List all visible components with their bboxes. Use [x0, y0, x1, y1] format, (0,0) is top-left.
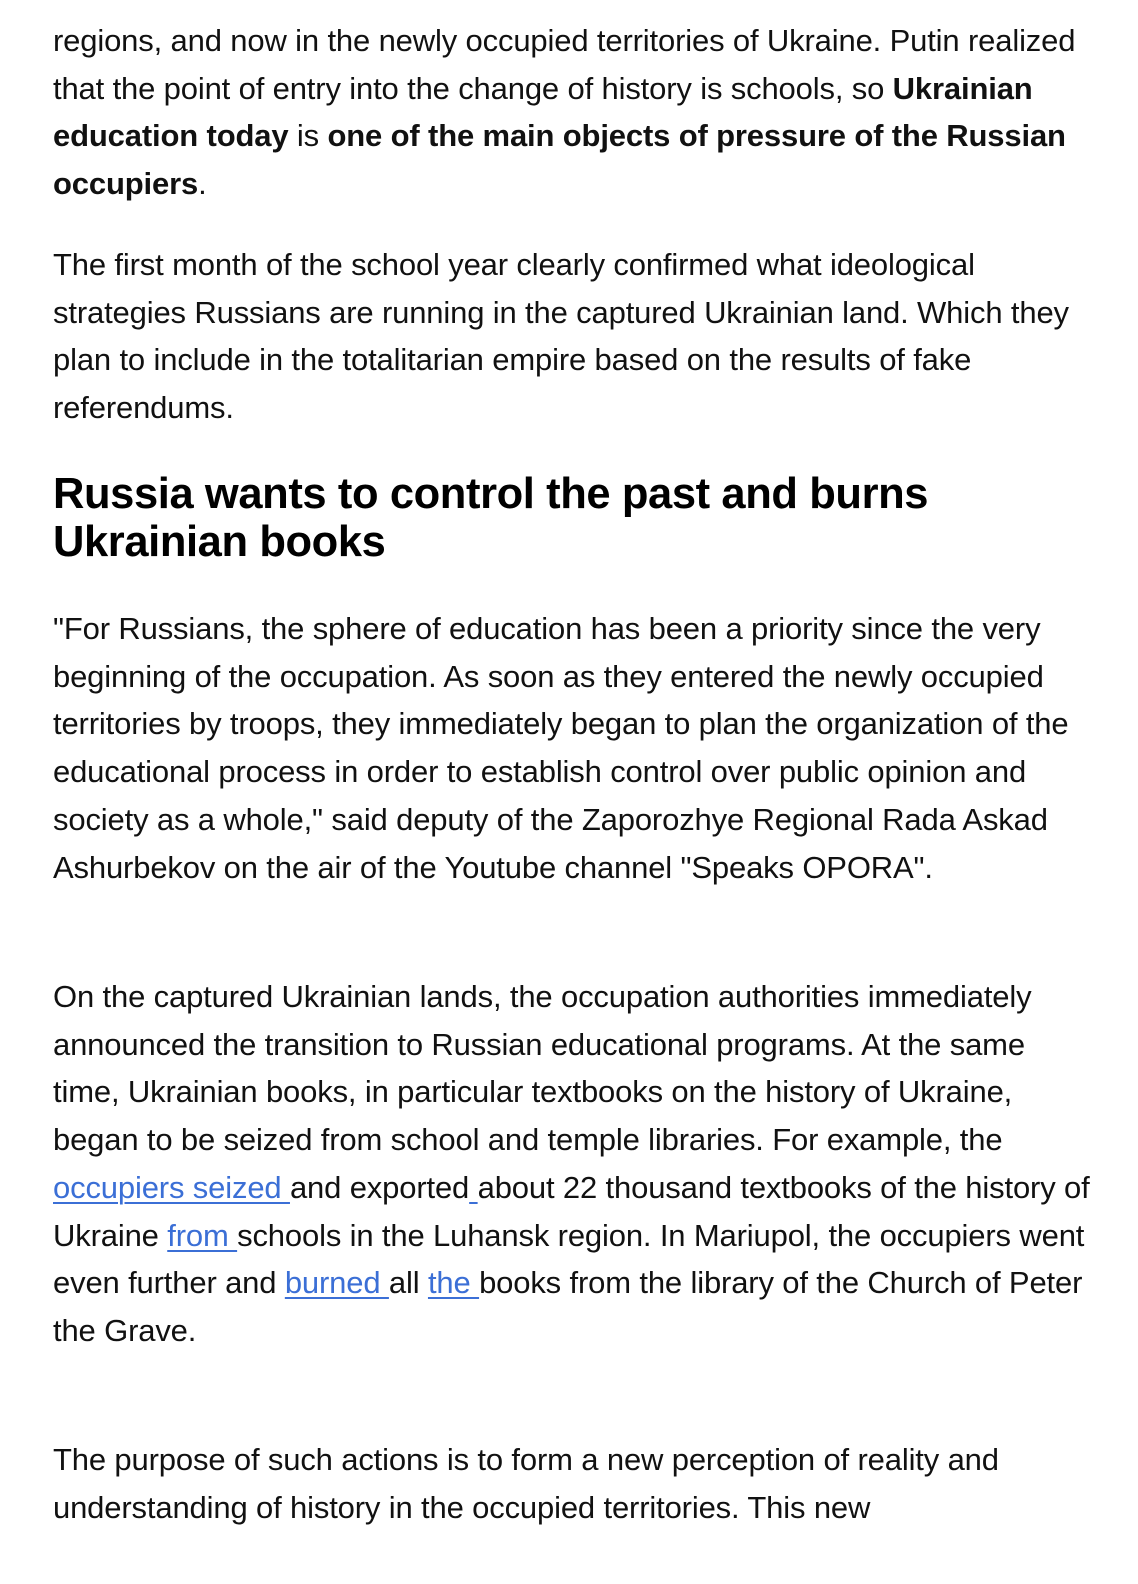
paragraph-school-year: The first month of the school year clearly confirmed what ideological strategies Russians are running in the captured Ukrainian land. Which they plan to include in the totalitarian empire based on the results of fake referendums.	[53, 247, 1069, 426]
link-from[interactable]: from	[167, 1217, 238, 1253]
bold-phrase-pressure: one of the main objects of pressure of the Russian occupiers	[53, 118, 1066, 202]
paragraph-text: .	[198, 166, 207, 202]
paragraph-text: regions, and now in the newly occupied territories of Ukraine. Putin realized that the point of entry into the change of history is schools, so	[53, 23, 1076, 106]
paragraph-text: all	[388, 1265, 428, 1301]
paragraph-quote: "For Russians, the sphere of education has been a priority since the very beginning of the occupation. As soon as they entered the newly occupied territories by troops, they immediately began to plan the organization of the educational process in order to establish control over public opinion and society as a whole," said deputy of the Zaporozhye Regional Rada Askad Ashurbekov on the air of the Youtube channel "Speaks OPORA".	[53, 611, 1069, 885]
paragraph-captured-lands	[53, 973, 1093, 1355]
link-the[interactable]: the	[427, 1265, 480, 1301]
link-burned[interactable]: burned	[284, 1265, 389, 1301]
paragraph-text: On the captured Ukrainian lands, the occupation authorities immediately announced the transition to Russian educational programs. At the same time, Ukrainian books, in particular textbooks on the history of Ukraine, began to be seized from school and temple libraries. For example, the	[53, 979, 1032, 1158]
paragraph-intro	[53, 17, 1093, 208]
paragraph-purpose: The purpose of such actions is to form a new perception of reality and understanding of history in the occupied territories. This new	[53, 1442, 999, 1525]
paragraph-text: and exported	[289, 1169, 470, 1205]
paragraph-text: about 22 thousand textbooks of the history of Ukraine	[53, 1169, 1090, 1253]
section-heading: Russia wants to control the past and burns Ukrainian books	[53, 470, 929, 566]
bold-phrase-education: Ukrainian education today	[53, 70, 1033, 154]
paragraph-text: schools in the Luhansk region. In Mariupol, the occupiers went even further and	[53, 1217, 1085, 1301]
link-exported[interactable]	[469, 1170, 477, 1205]
link-occupiers-seized[interactable]: occupiers seized	[53, 1169, 290, 1205]
paragraph-text: is	[288, 118, 328, 154]
paragraph-text: books from the library of the Church of Peter the Grave.	[53, 1265, 1083, 1348]
